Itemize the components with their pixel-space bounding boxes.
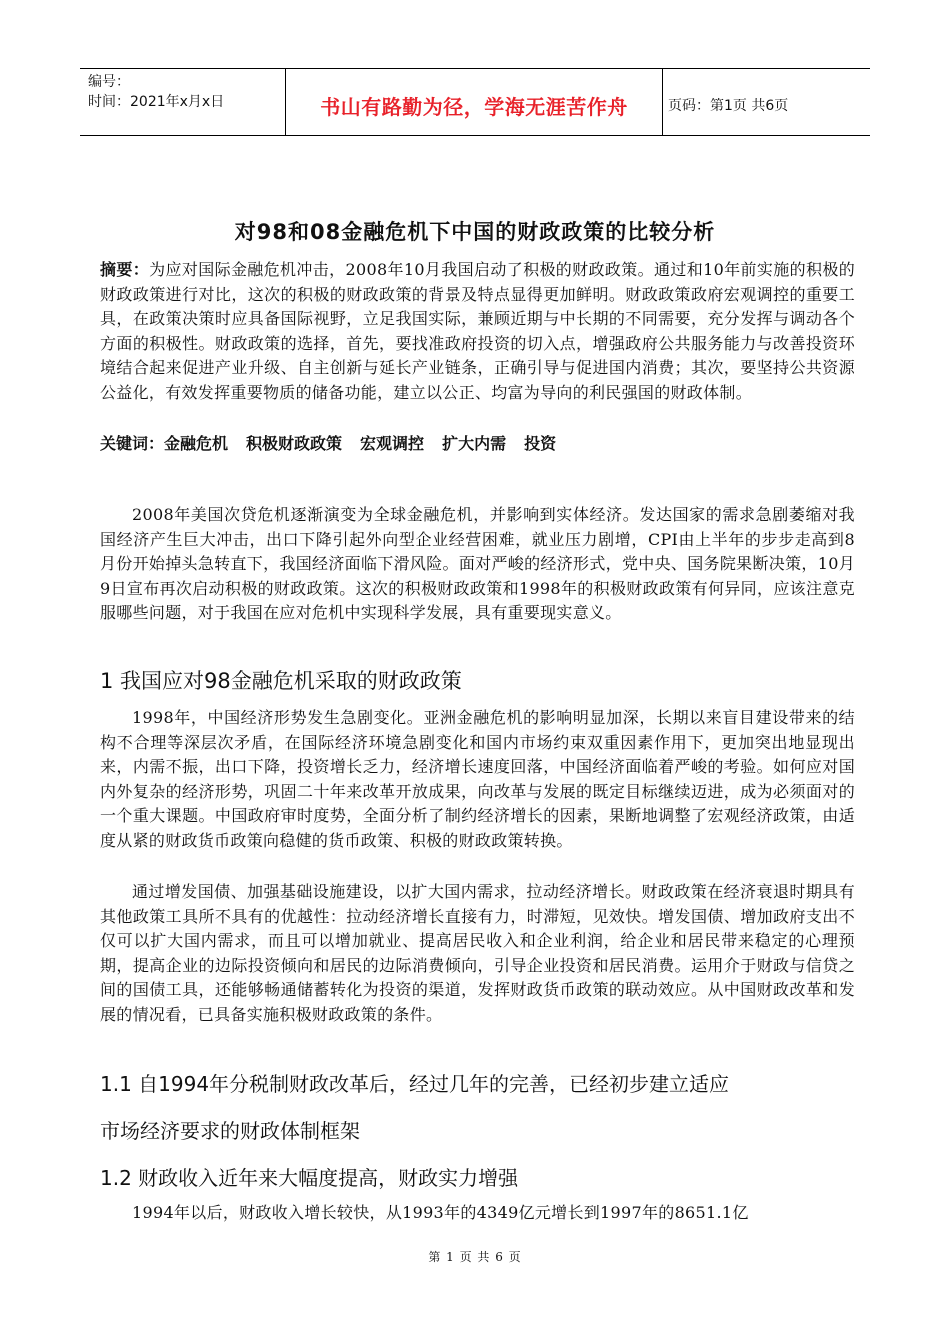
- motto-text: 书山有路勤为径，学海无涯苦作舟: [320, 95, 628, 119]
- abstract-label: 摘要：: [100, 260, 150, 279]
- abstract: [100, 258, 855, 405]
- serial-label: 编号：: [88, 74, 130, 90]
- keyword-item: 宏观调控: [360, 434, 425, 453]
- header-table: [80, 68, 870, 136]
- subsection-1-1-heading-line1: 1.1 自1994年分税制财政改革后，经过几年的完善，已经初步建立适应: [100, 1072, 730, 1096]
- keywords-label: 关键词：: [100, 434, 165, 453]
- header-info-cell: [80, 69, 286, 135]
- keyword-item: 金融危机: [164, 434, 229, 453]
- section-1-heading: 1 我国应对98金融危机采取的财政政策: [100, 669, 462, 693]
- page-footer: 第 1 页 共 6 页: [428, 1250, 522, 1264]
- header-page-cell: [663, 69, 870, 135]
- subsection-1-1-heading-line2: 市场经济要求的财政体制框架: [100, 1119, 360, 1143]
- subsection-1-2-text: 1994年以后，财政收入增长较快，从1993年的4349亿元增长到1997年的8651.1亿: [132, 1203, 749, 1222]
- keyword-item: 扩大内需: [442, 434, 507, 453]
- document-title: 对98和08金融危机下中国的财政政策的比较分析: [234, 220, 716, 244]
- subsection-1-2-heading: 1.2 财政收入近年来大幅度提高，财政实力增强: [100, 1166, 519, 1190]
- section-1-paragraph-2: 通过增发国债、加强基础设施建设，以扩大国内需求，拉动经济增长。财政政策在经济衰退时期具有其他政策工具所不具有的优越性：拉动经济增长直接有力，时滞短，见效快。增发国债、增加政府支出不仅可以扩大国内需求，而且可以增加就业、提高居民收入和企业利润，给企业和居民带来稳定的心理预期，提高企业的边际投资倾向和居民的边际消费倾向，引导企业投资和居民消费。运用介于财政与信贷之间的国债工具，还能够畅通储蓄转化为投资的渠道，发挥财政货币政策的联动效应。从中国财政改革和发展的情况看，已具备实施积极财政政策的条件。: [100, 882, 855, 1024]
- section-1-paragraph-1: 1998年，中国经济形势发生急剧变化。亚洲金融危机的影响明显加深，长期以来盲目建设带来的结构不合理等深层次矛盾，在国际经济环境急剧变化和国内市场约束双重因素作用下，更加突出地显现出来，内需不振，出口下降，投资增长乏力，经济增长速度回落，中国经济面临着严峻的考验。如何应对国内外复杂的经济形势，巩固二十年来改革开放成果，向改革与发展的既定目标继续迈进，成为必须面对的一个重大课题。中国政府审时度势，全面分析了制约经济增长的因素，果断地调整了宏观经济政策，由适度从紧的财政货币政策向稳健的货币政策、积极的财政政策转换。: [100, 708, 855, 850]
- intro-paragraph: 2008年美国次贷危机逐渐演变为全球金融危机，并影响到实体经济。发达国家的需求急剧萎缩对我国经济产生巨大冲击，出口下降引起外向型企业经营困难，就业压力剧增，CPI由上半年的步步走高到8月份开始掉头急转直下，我国经济面临下滑风险。面对严峻的经济形式，党中央、国务院果断决策，10月9日宣布再次启动积极的财政政策。这次的积极财政政策和1998年的积极财政政策有何异同，应该注意克服哪些问题，对于我国在应对危机中实现科学发展，具有重要现实意义。: [100, 505, 855, 622]
- date-label: 时间：2021年x月x日: [88, 94, 225, 110]
- keywords: [100, 431, 574, 454]
- abstract-text: 为应对国际金融危机冲击，2008年10月我国启动了积极的财政政策。通过和10年前实施的积极的财政政策进行对比，这次的积极的财政政策的背景及特点显得更加鲜明。财政政策政府宏观调控的重要工具，在政策决策时应具备国际视野，立足我国实际，兼顾近期与中长期的不同需要，充分发挥与调动各个方面的积极性。财政政策的选择，首先，要找准政府投资的切入点，增强政府公共服务能力与改善投资环境结合起来促进产业升级、自主创新与延长产业链条，正确引导与促进国内消费；其次，要坚持公共资源公益化，有效发挥重要物质的储备功能，建立以公正、均富为导向的利民强国的财政体制。: [100, 260, 855, 402]
- page-label: 页码：第1页 共6页: [668, 98, 789, 114]
- keyword-item: 投资: [524, 434, 557, 453]
- keyword-item: 积极财政政策: [246, 434, 343, 453]
- header-motto-cell: [286, 69, 663, 135]
